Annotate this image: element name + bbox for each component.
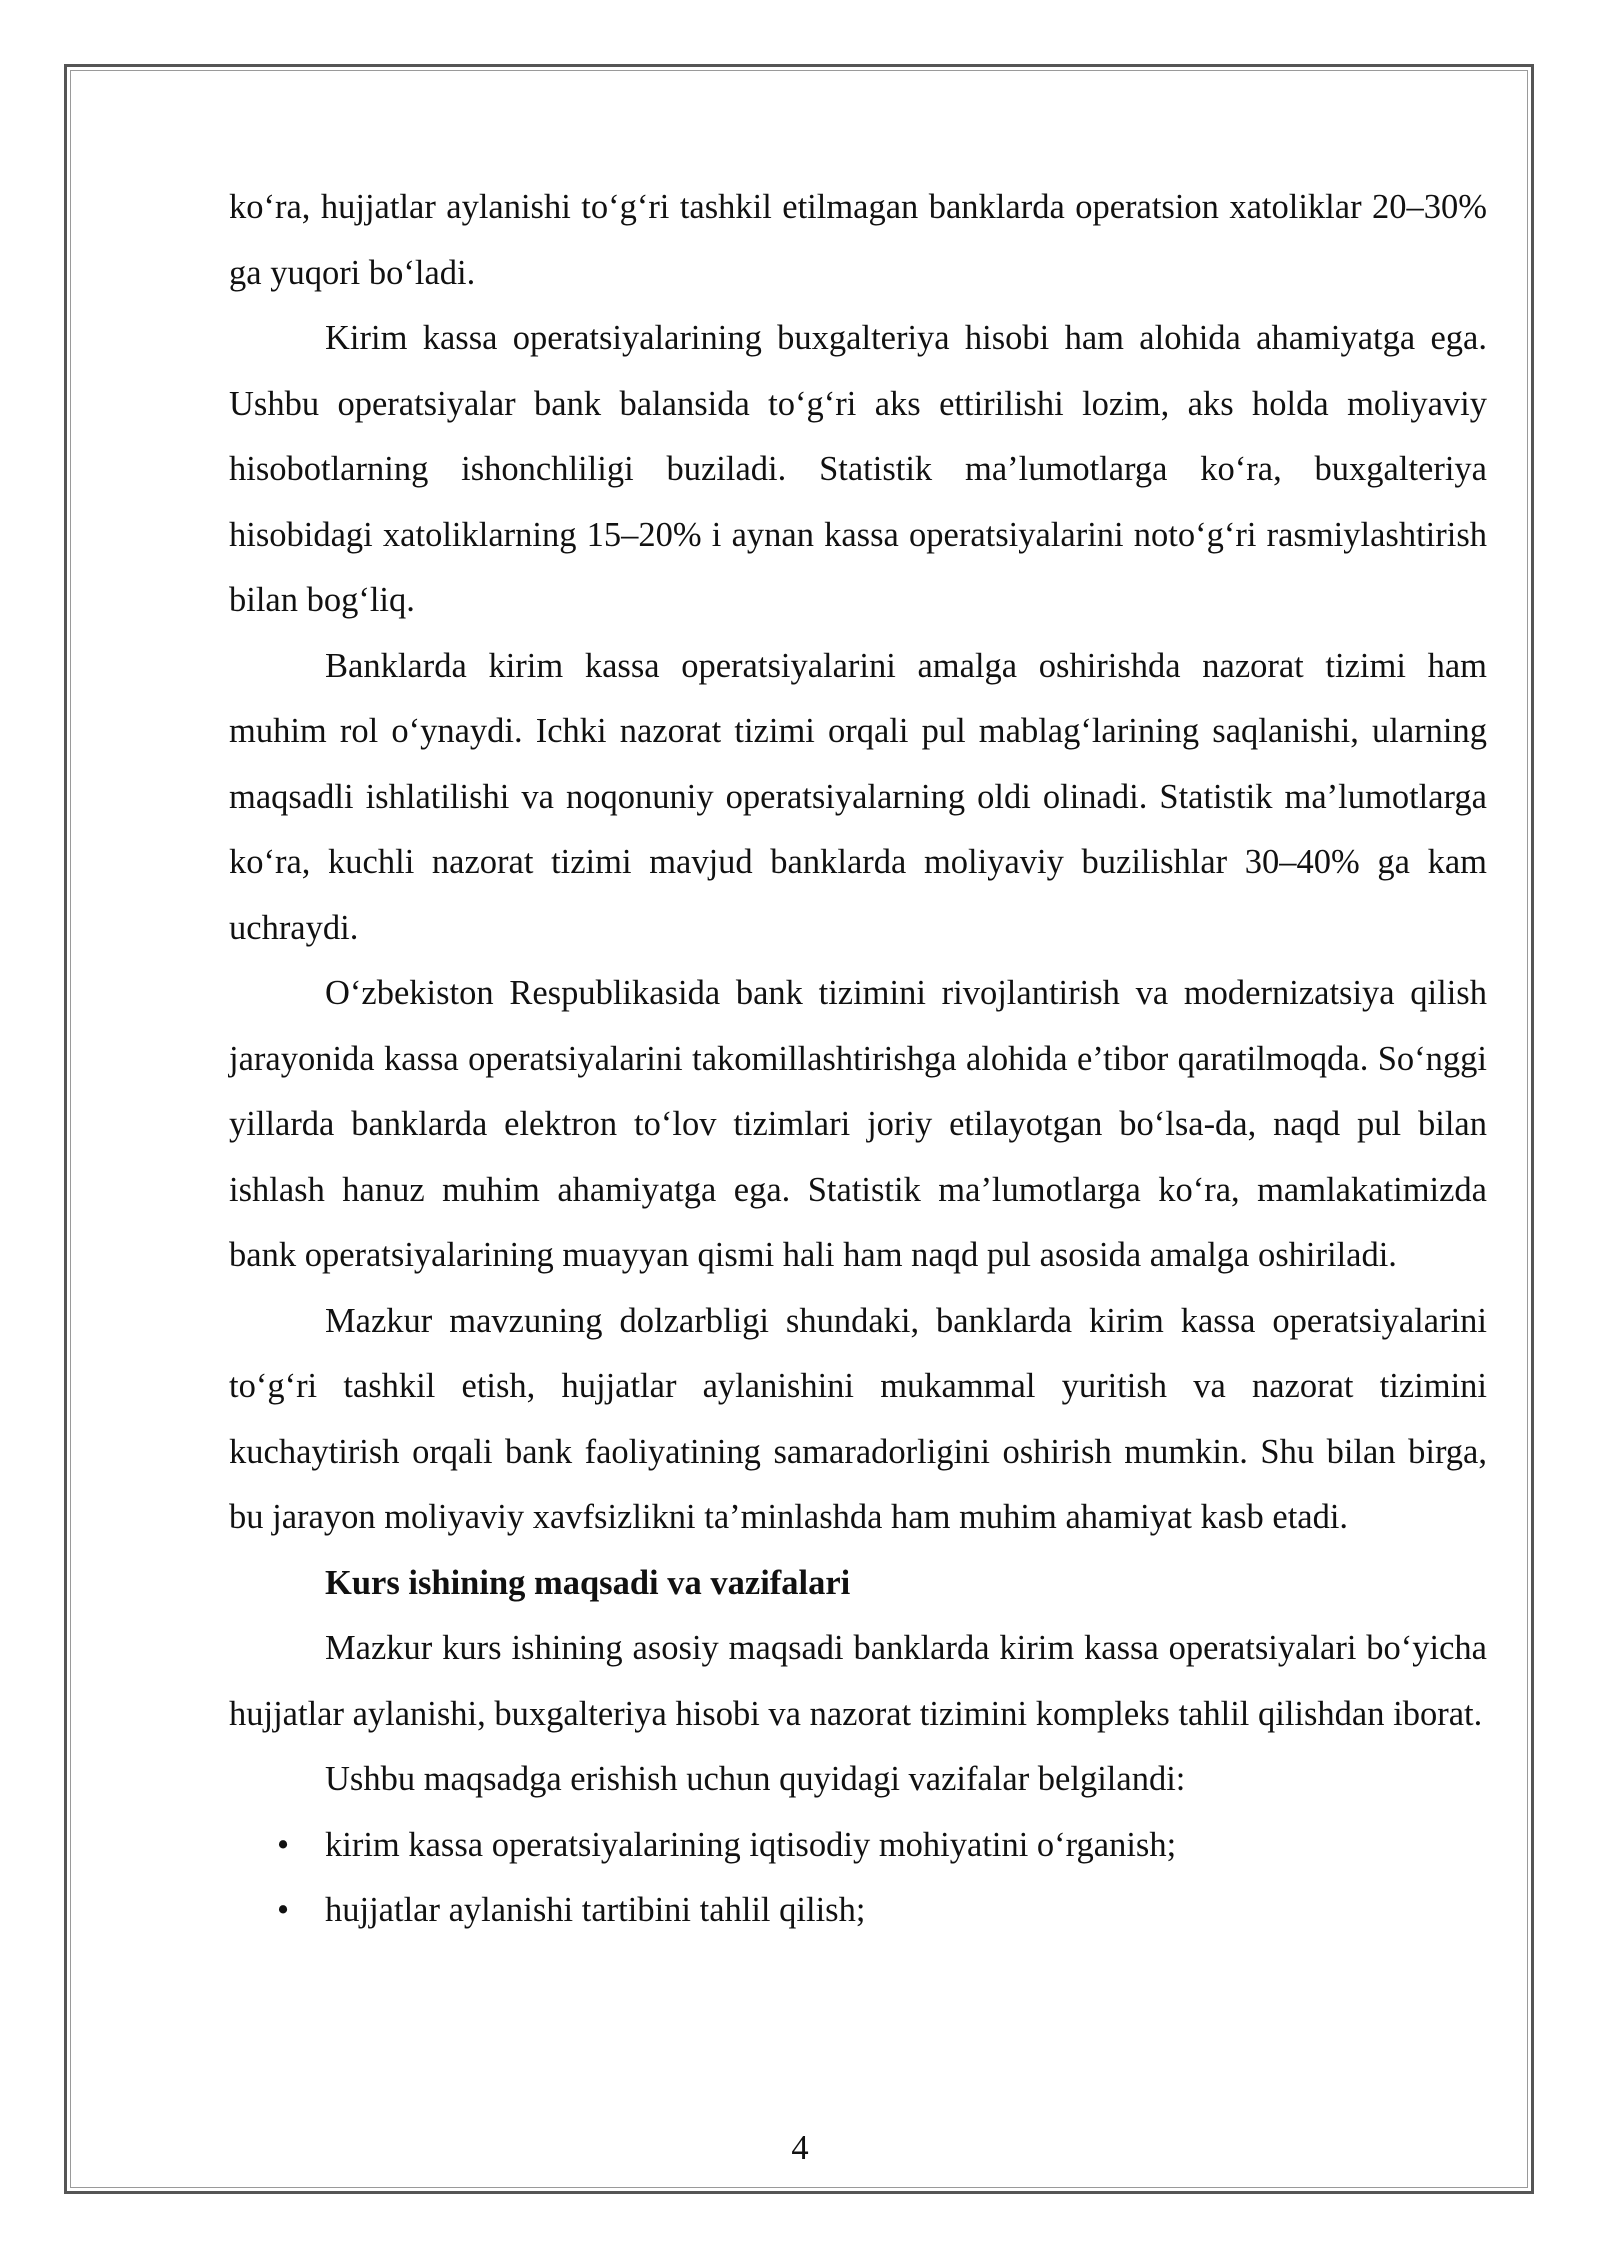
paragraph-2: Kirim kassa operatsiyalarining buxgalteriya hisobi ham alohida ahamiyatga ega. Ushbu operatsiyalar bank balansida to‘g‘ri aks ettirilishi lozim, aks holda moliyaviy hisobotlarning ishonchliligi buziladi. Statistik ma’lumotlarga ko‘ra, buxgalteriya hisobidagi xatoliklarning 15–20% i aynan kassa operatsiyalarini noto‘g‘ri rasmiylashtirish bilan bog‘liq. (229, 319, 1487, 619)
document-body (229, 175, 1487, 1944)
bullet-icon: • (277, 1891, 290, 1929)
paragraph-3: Banklarda kirim kassa operatsiyalarini amalga oshirishda nazorat tizimi ham muhim rol o‘ynaydi. Ichki nazorat tizimi orqali pul mablag‘larining saqlanishi, ularning maqsadli ishlatilishi va noqonuniy operatsiyalarning oldi olinadi. Statistik ma’lumotlarga ko‘ra, kuchli nazorat tizimi mavjud banklarda moliyaviy buzilishlar 30–40% ga kam uchraydi. (229, 646, 1487, 947)
bullet-icon: • (277, 1825, 290, 1864)
paragraph-goal: Mazkur kurs ishining asosiy maqsadi banklarda kirim kassa operatsiyalari bo‘yicha hujjatlar aylanishi, buxgalteriya hisobi va nazorat tizimini kompleks tahlil qilishdan iborat. (229, 1629, 1487, 1733)
paragraph-4: O‘zbekiston Respublikasida bank tizimini rivojlantirish va modernizatsiya qilish jarayonida kassa operatsiyalarini takomillashtirishga alohida e’tibor qaratilmoqda. So‘nggi yillarda banklarda elektron to‘lov tizimlari joriy etilayotgan bo‘lsa-da, naqd pul bilan ishlash hanuz muhim ahamiyatga ega. Statistik ma’lumotlarga ko‘ra, mamlakatimizda bank operatsiyalarining muayyan qismi hali ham naqd pul asosida amalga oshiriladi. (229, 974, 1487, 1274)
paragraph-1: ko‘ra, hujjatlar aylanishi to‘g‘ri tashkil etilmagan banklarda operatsion xatoliklar 20–30% ga yuqori bo‘ladi. (229, 188, 1487, 292)
section-heading: Kurs ishining maqsadi va vazifalari (325, 1563, 851, 1602)
list-item (229, 1878, 1487, 1944)
task-list (229, 1813, 1487, 1944)
paragraph-5: Mazkur mavzuning dolzarbligi shundaki, banklarda kirim kassa operatsiyalarini to‘g‘ri tashkil etish, hujjatlar aylanishini mukammal yuritish va nazorat tizimini kuchaytirish orqali bank faoliyatining samaradorligini oshirish mumkin. Shu bilan birga, bu jarayon moliyaviy xavfsizlikni ta’minlashda ham muhim ahamiyat kasb etadi. (229, 1301, 1487, 1536)
list-item-text: kirim kassa operatsiyalarining iqtisodiy mohiyatini o‘rganish; (325, 1825, 1177, 1864)
page-number: 4 (791, 2129, 809, 2167)
list-item (229, 1813, 1487, 1879)
list-item-text: hujjatlar aylanishi tartibini tahlil qilish; (325, 1891, 866, 1929)
paragraph-tasks-intro: Ushbu maqsadga erishish uchun quyidagi vazifalar belgilandi: (325, 1760, 1186, 1798)
